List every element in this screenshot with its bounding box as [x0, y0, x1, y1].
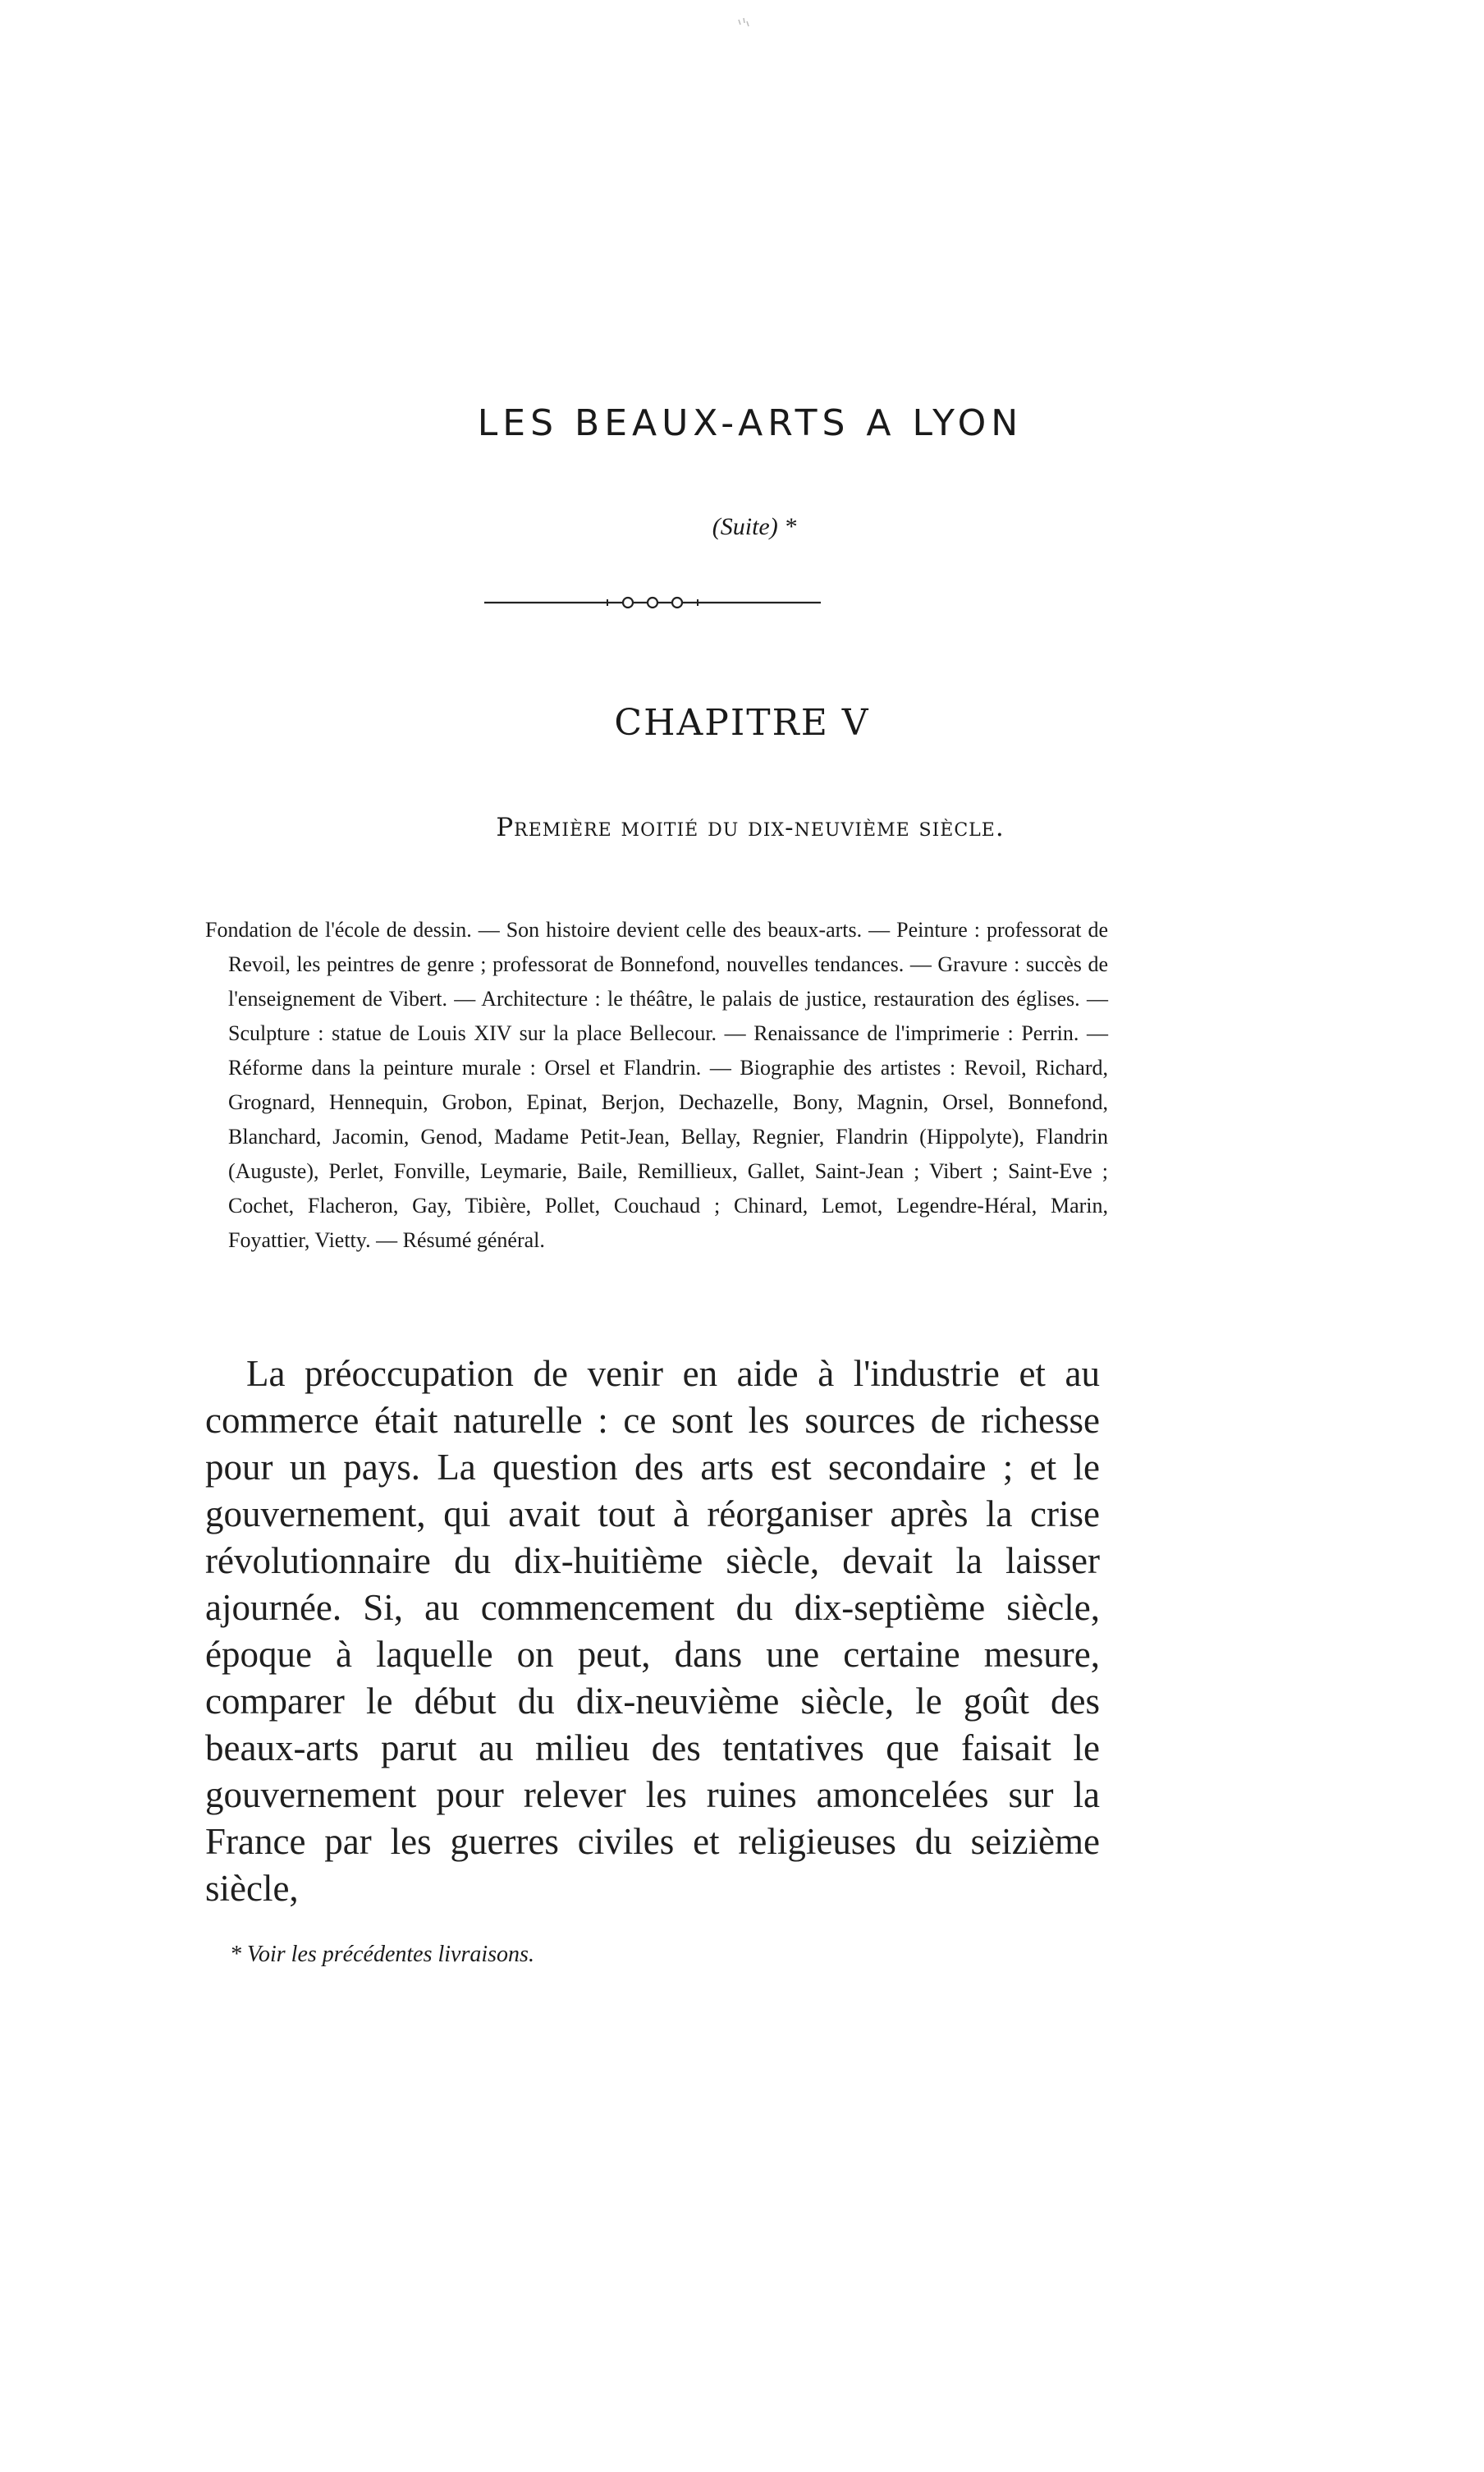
footnote: * Voir les précédentes livraisons. — [230, 1942, 534, 1967]
summary-text: Fondation de l'école de dessin. — Son histoire devient celle des beaux-arts. — Peinture : professorat de Revoil, les peintres de genre ; professorat de Bonnefond, nouvelles tendances. — Gravure : succès de l'enseignement de Vibert. — Architecture : le théâtre, le palais de justice, restauration des églises. — Sculpture : statue de Louis XIV sur la place Bellecour. — Renaissance de l'imprimerie : Perrin. — Réforme dans la peinture murale : Orsel et Flandrin. — Biographie des artistes : Revoil, Richard, Grognard, Hennequin, Grobon, Epinat, Berjon, Dechazelle, Bony, Magnin, Orsel, Bonnefond, Blanchard, Jacomin, Genod, Madame Petit-Jean, Bellay, Regnier, Flandrin (Hippolyte), Flandrin (Auguste), Perlet, Fonville, Leymarie, Baile, Remillieux, Gallet, Saint-Jean ; Vibert ; Saint-Eve ; Cochet, Flacheron, Gay, Tibière, Pollet, Couchaud ; Chinard, Lemot, Legendre-Héral, Marin, Foyattier, Vietty. — Résumé général. — [205, 918, 1108, 1252]
paper-speck-mark — [731, 16, 755, 41]
suite-label: (Suite) * — [712, 513, 797, 540]
body-paragraph: La préoccupation de venir en aide à l'industrie et au commerce était naturelle : ce sont les sources de richesse pour un pays. La question des arts est secondaire ; et le gouvernement, qui avait tout à réorganiser après la crise révolutionnaire du dix-huitième siècle, devait la laisser ajournée. Si, au commencement du dix-septième siècle, époque à laquelle on peut, dans une certaine mesure, comparer le début du dix-neuvième siècle, le goût des beaux-arts parut au milieu des tentatives que faisait le gouvernement pour relever les ruines amoncelées sur la France par les guerres civiles et religieuses du seizième siècle, — [205, 1353, 1100, 1909]
chapter-title: CHAPITRE V — [614, 702, 870, 744]
chapter-subtitle: Première moitié du dix-neuvième siècle. — [496, 813, 1005, 842]
chapter-summary — [205, 913, 1108, 1258]
running-title: LES BEAUX-ARTS A LYON — [477, 402, 1024, 444]
body-text — [205, 1351, 1100, 1912]
divider-ornament — [484, 593, 821, 612]
